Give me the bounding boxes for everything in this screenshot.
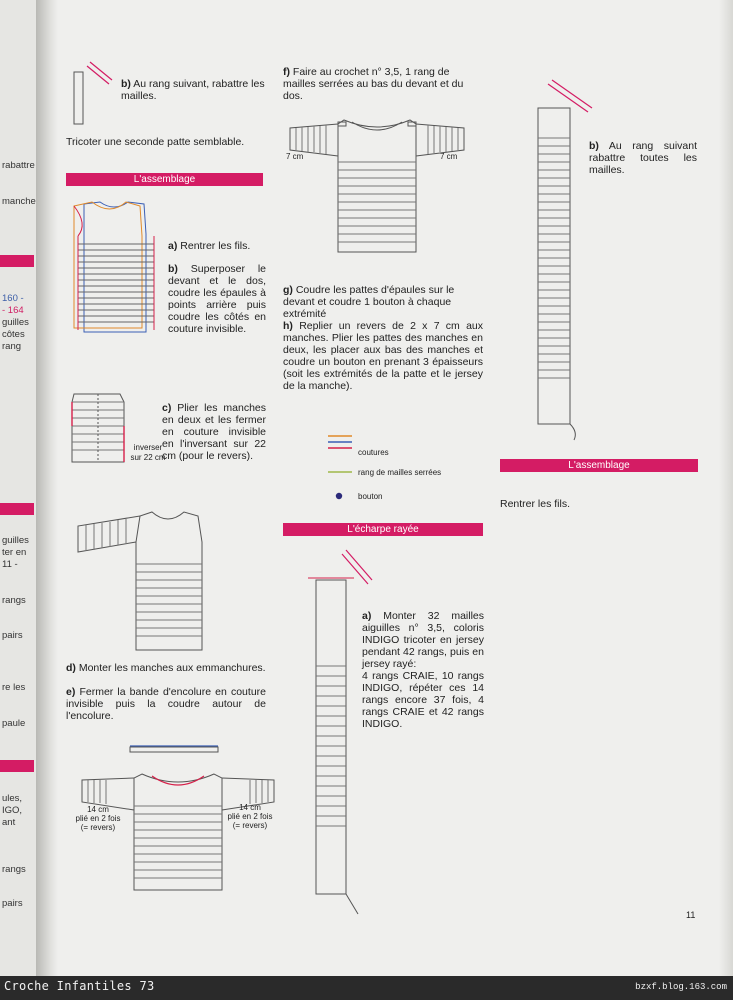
dimension-left: 7 cm — [286, 152, 304, 161]
margin-fragment: ter en — [2, 547, 27, 558]
dimension-right: 7 cm — [440, 152, 458, 161]
margin-fragment: pairs — [2, 630, 23, 641]
step-f-text: f) Faire au crochet n° 3,5, 1 rang de mailles serrées au bas du devant et du dos. — [283, 66, 464, 102]
scarf-step-a: a) Monter 32 mailles aiguilles n° 3,5, coloris INDIGO tricoter en jersey pendant 42 rangs, puis en jersey rayé: — [362, 610, 484, 670]
legend-coutures: coutures — [358, 448, 389, 457]
section-header-assemblage-2: L'assemblage — [500, 459, 698, 472]
section-header-assemblage: L'assemblage — [66, 173, 263, 186]
margin-fragment: pairs — [2, 898, 23, 909]
step-h-text: h) Replier un revers de 2 x 7 cm aux manches. Plier les pattes des manches en deux, les placer aux bas des manches et coudre un bouton en prenant 3 épaisseurs (soit les extrémités de la patte et le jersey de la manche). — [283, 320, 483, 392]
margin-fragment: re les — [2, 682, 26, 693]
second-tab-text: Tricoter une seconde patte semblable. — [66, 136, 245, 148]
step-g-text: g) Coudre les pattes d'épaules sur le devant et coudre 1 bouton à chaque extrémité — [283, 284, 455, 320]
right-sleeve-note-2: plié en 2 fois — [227, 812, 273, 821]
margin-accent-bar — [0, 760, 34, 772]
margin-fragment: - 164 — [2, 305, 24, 316]
section-header-echarpe: L'écharpe rayée — [283, 523, 483, 536]
margin-fragment: ant — [2, 817, 16, 828]
page-number: 11 — [686, 910, 696, 920]
margin-fragment: rangs — [2, 864, 26, 875]
step-b-text: b) Au rang suivant, rabattre les mailles. — [121, 78, 265, 102]
margin-fragment: rang — [2, 341, 22, 352]
inverser-label-1: inverser — [133, 443, 163, 452]
legend-bouton: bouton — [358, 492, 383, 501]
inverser-label-2: sur 22 cm — [130, 453, 166, 462]
legend-mailles-serrees: rang de mailles serrées — [358, 468, 442, 477]
magazine-title: Croche Infantiles 73 — [4, 979, 155, 993]
margin-accent-bar — [0, 503, 34, 515]
margin-fragment: rangs — [2, 595, 26, 606]
assembly-step-b: b) Superposer le devant et le dos, coudre les épaules à points arrière puis coudre les côtés en couture invisible. — [168, 263, 266, 335]
scarf-step-b: b) Au rang suivant rabattre toutes les mailles. — [589, 140, 697, 176]
assembly-step-d: d) Monter les manches aux emmanchures. — [66, 662, 266, 674]
margin-fragment: IGO, — [2, 805, 23, 816]
scarf-start-diagram — [300, 546, 380, 922]
footer-strip — [0, 976, 733, 1000]
dress-with-sleeves-diagram — [286, 116, 468, 256]
right-sleeve-note-3: (= revers) — [232, 821, 268, 830]
page-edge-shadow — [719, 0, 733, 1000]
scarf-assembly-text: Rentrer les fils. — [500, 498, 571, 510]
left-sleeve-note-1: 14 cm — [87, 805, 109, 814]
right-sleeve-note-1: 14 cm — [239, 803, 261, 812]
left-sleeve-note-3: (= revers) — [80, 823, 116, 832]
dress-sleeve-mount-diagram — [74, 508, 214, 658]
legend-swatches — [328, 434, 354, 504]
margin-accent-bar — [0, 255, 34, 267]
margin-fragment: rabattre — [2, 160, 35, 171]
margin-fragment: manche — [2, 196, 36, 207]
left-page-fragment — [0, 0, 37, 1000]
margin-fragment: 11 - — [2, 559, 18, 570]
assembly-step-e: e) Fermer la bande d'encolure en couture invisible puis la coudre autour de l'encolure. — [66, 686, 266, 722]
margin-fragment: guilles — [2, 317, 29, 328]
assembly-step-a: a) Rentrer les fils. — [168, 240, 251, 252]
body-overlap-diagram — [70, 194, 160, 339]
margin-fragment: côtes — [2, 329, 25, 340]
assembly-step-c: c) Plier les manches en deux et les fermer en couture invisible en l'inversant sur 22 cm (pour le revers). — [162, 402, 266, 462]
margin-fragment: ules, — [2, 793, 23, 804]
margin-fragment: guilles — [2, 535, 29, 546]
margin-fragment: 160 - — [2, 293, 24, 304]
blog-watermark: bzxf.blog.163.com — [635, 982, 727, 992]
scarf-end-diagram — [522, 78, 612, 444]
shoulder-tab-diagram — [68, 60, 118, 130]
scarf-step-a-stripes: 4 rangs CRAIE, 10 rangs INDIGO, répéter ces 14 rangs encore 37 fois, 4 rangs CRAIE et 42 rangs INDIGO. — [362, 670, 484, 730]
margin-fragment: paule — [2, 718, 26, 729]
neckband-diagram — [128, 744, 220, 754]
left-sleeve-note-2: plié en 2 fois — [75, 814, 121, 823]
binding-gutter — [36, 0, 58, 1000]
